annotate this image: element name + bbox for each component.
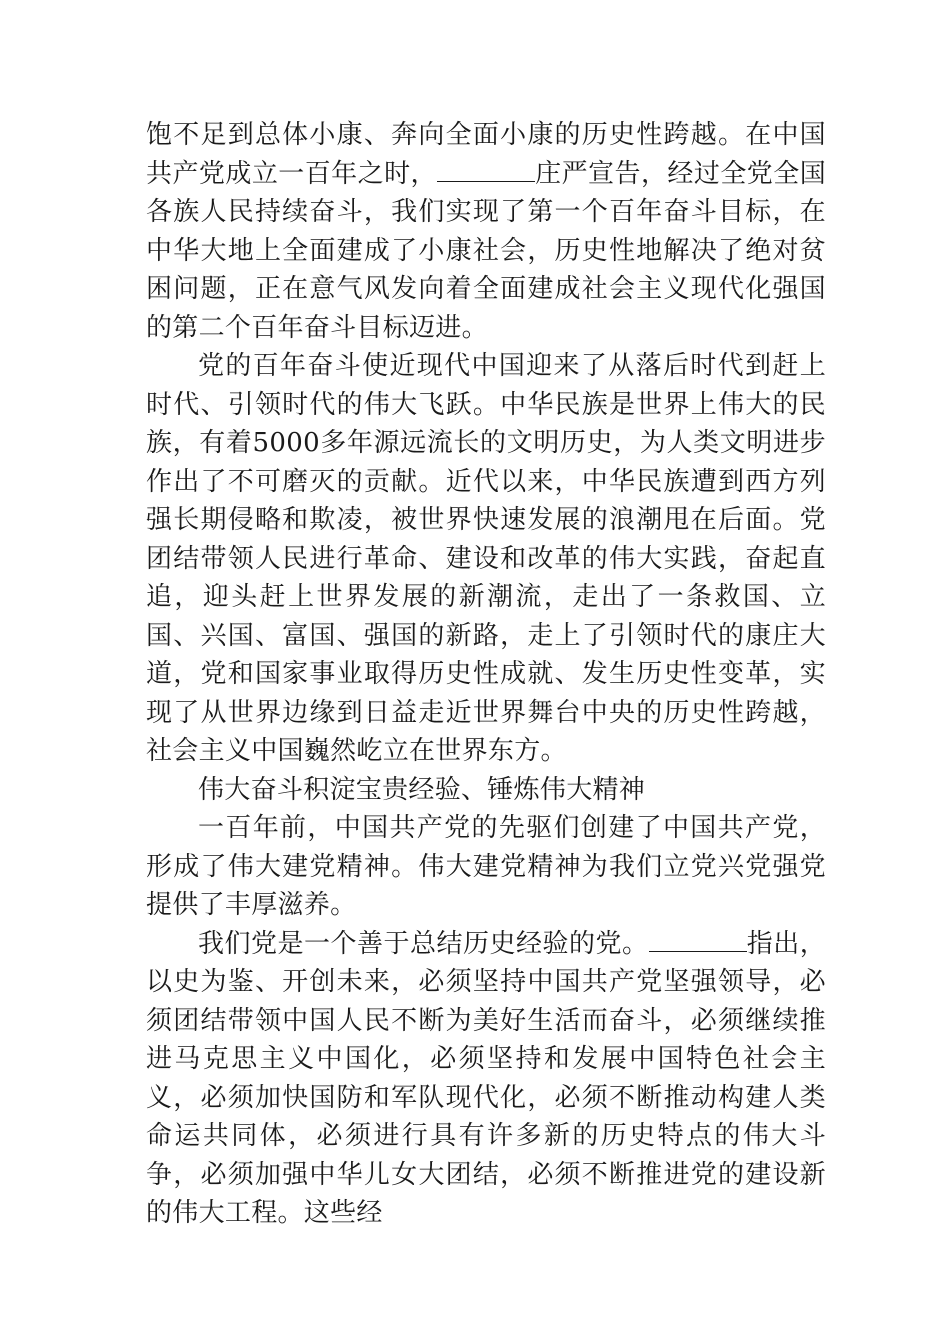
paragraph-3: 一百年前，中国共产党的先驱们创建了中国共产党，形成了伟大建党精神。伟大建党精神为我们立党兴党强党提供了丰厚滋养。 <box>146 813 826 920</box>
paragraph-1 <box>146 116 826 347</box>
paragraph-1-text-b: 庄严宣告，经过全党全国各族人民持续奋斗，我们实现了第一个百年奋斗目标，在中华大地上全面建成了小康社会，历史性地解决了绝对贫困问题，正在意气风发向着全面建成社会主义现代化强国的第二个百年奋斗目标迈进。 <box>146 158 826 343</box>
document-page <box>146 116 826 1233</box>
paragraph-4-text-a: 我们党是一个善于总结历史经验的党。 <box>198 928 649 959</box>
section-heading: 伟大奋斗积淀宝贵经验、锤炼伟大精神 <box>198 774 646 805</box>
paragraph-1-text-a: 饱不足到总体小康、奔向全面小康的历史性跨越。在中国共产党成立一百年之时， <box>146 120 826 189</box>
paragraph-4 <box>146 925 826 1233</box>
paragraph-4-text-b: 指出，以史为鉴、开创未来，必须坚持中国共产党坚强领导，必须团结带领中国人民不断为美好生活而奋斗，必须继续推进马克思主义中国化，必须坚持和发展中国特色社会主义，必须加快国防和军队现代化，必须不断推动构建人类命运共同体，必须进行具有许多新的历史特点的伟大斗争，必须加强中华儿女大团结，必须不断推进党的建设新的伟大工程。这些经 <box>146 928 826 1228</box>
fill-in-blank <box>649 929 747 952</box>
paragraph-2: 党的百年奋斗使近现代中国迎来了从落后时代到赶上时代、引领时代的伟大飞跃。中华民族是世界上伟大的民族，有着5000多年源远流长的文明历史，为人类文明进步作出了不可磨灭的贡献。近代以来，中华民族遭到西方列强长期侵略和欺凌，被世界快速发展的浪潮甩在后面。党团结带领人民进行革命、建设和改革的伟大实践，奋起直追，迎头赶上世界发展的新潮流，走出了一条救国、立国、兴国、富国、强国的新路，走上了引领时代的康庄大道，党和国家事业取得历史性成就、发生历史性变革，实现了从世界边缘到日益走近世界舞台中央的历史性跨越，社会主义中国巍然屹立在世界东方。 <box>146 351 826 766</box>
fill-in-blank <box>437 159 535 182</box>
